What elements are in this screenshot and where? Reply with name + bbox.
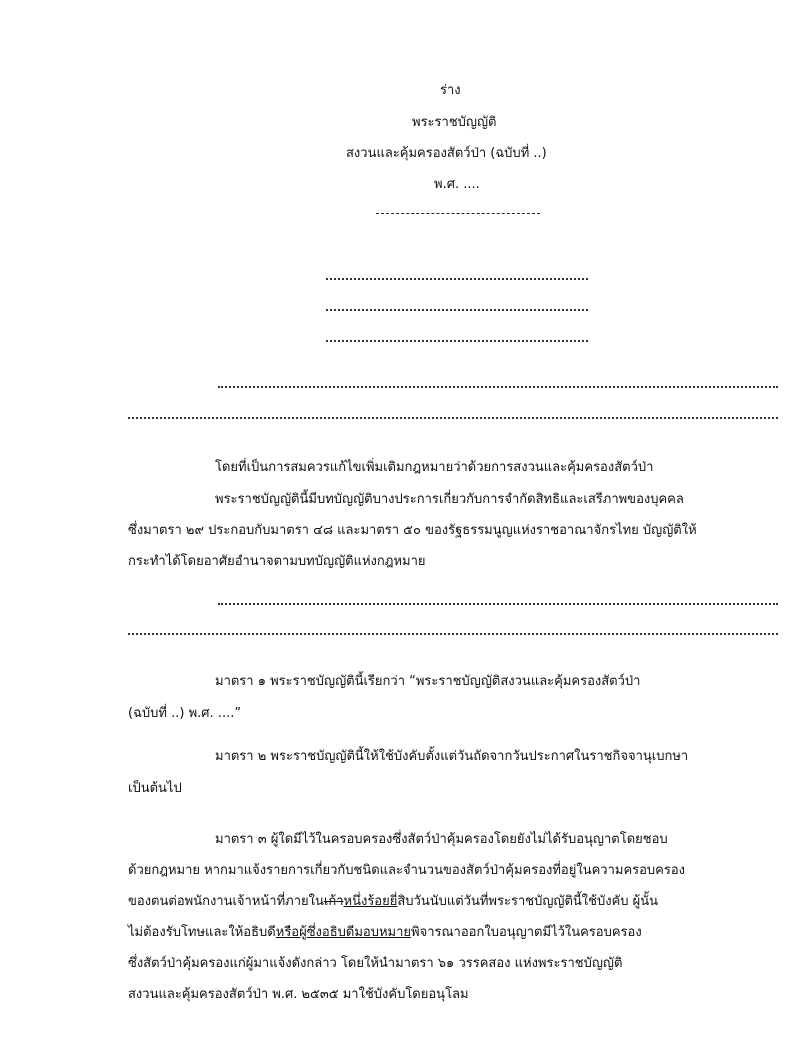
blank-line-6: [218, 603, 778, 605]
preamble-line-4: กระทำได้โดยอาศัยอำนาจตามบทบัญญัติแห่งกฎหมาย: [128, 554, 426, 569]
section3-line3-deleted-text: เก้า: [323, 894, 344, 909]
act-subtitle: สงวนและคุ้มครองสัตว์ป่า (ฉบับที่ ..): [346, 146, 547, 161]
header-divider: [376, 213, 540, 214]
blank-line-5: [128, 417, 778, 419]
blank-line-3: [326, 340, 588, 342]
section2-line-2: เป็นต้นไป: [128, 781, 182, 796]
section1-line-2: (ฉบับที่ ..) พ.ศ. ....”: [128, 706, 242, 721]
preamble-line-2: พระราชบัญญัตินี้มีบทบัญญัติบางประการเกี่ยวกับการจำกัดสิทธิและเสรีภาพของบุคคล: [215, 492, 684, 507]
section3-line4-text-b: พิจารณาออกใบอนุญาตมีไว้ในครอบครอง: [411, 925, 642, 940]
blank-line-2: [326, 309, 588, 311]
section1-line-1: มาตรา ๑ พระราชบัญญัตินี้เรียกว่า “พระราชบัญญัติสงวนและคุ้มครองสัตว์ป่า: [215, 674, 641, 689]
section3-line-1: มาตรา ๓ ผู้ใดมีไว้ในครอบครองซึ่งสัตว์ป่าคุ้มครองโดยยังไม่ได้รับอนุญาตโดยชอบ: [215, 832, 668, 847]
section3-line-4: [128, 921, 642, 942]
blank-line-7: [128, 633, 778, 635]
blank-line-4: [218, 386, 778, 388]
section3-line3-text-b: สิบวันนับแต่วันที่พระราชบัญญัตินี้ใช้บังคับ ผู้นั้น: [397, 894, 659, 909]
draft-label: ร่าง: [440, 83, 461, 98]
section2-line-1: มาตรา ๒ พระราชบัญญัตินี้ให้ใช้บังคับตั้งแต่วันถัดจากวันประกาศในราชกิจจานุเบกษา: [215, 749, 689, 764]
section3-line4-text-a: ไม่ต้องรับโทษและให้อธิบดี: [128, 925, 276, 940]
preamble-line-1: โดยที่เป็นการสมควรแก้ไขเพิ่มเติมกฎหมายว่าด้วยการสงวนและคุ้มครองสัตว์ป่า: [215, 460, 654, 475]
section3-line-2: ด้วยกฎหมาย หากมาแจ้งรายการเกี่ยวกับชนิดและจำนวนของสัตว์ป่าคุ้มครองที่อยู่ในความครอบครอง: [128, 863, 686, 878]
section3-line-6: สงวนและคุ้มครองสัตว์ป่า พ.ศ. ๒๕๓๕ มาใช้บังคับโดยอนุโลม: [128, 987, 469, 1002]
blank-line-1: [326, 278, 588, 280]
section3-line3-text-a: ของตนต่อพนักงานเจ้าหน้าที่ภายใน: [128, 894, 324, 909]
act-era: พ.ศ. ....: [434, 177, 480, 192]
section3-line-3: [128, 890, 658, 911]
section3-line-5: ซึ่งสัตว์ป่าคุ้มครองแก่ผู้มาแจ้งดังกล่าว โดยให้นำมาตรา ๖๑ วรรคสอง แห่งพระราชบัญญัติ: [128, 956, 623, 971]
section3-line4-inserted-text: หรือผู้ซึ่งอธิบดีมอบหมาย: [275, 925, 412, 940]
section3-line3-inserted-text: หนึ่งร้อยยี่: [343, 894, 398, 909]
act-title: พระราชบัญญัติ: [412, 115, 497, 130]
preamble-line-3: ซึ่งมาตรา ๒๙ ประกอบกับมาตรา ๔๘ และมาตรา ๕๐ ของรัฐธรรมนูญแห่งราชอาณาจักรไทย บัญญัติให้: [128, 523, 697, 538]
